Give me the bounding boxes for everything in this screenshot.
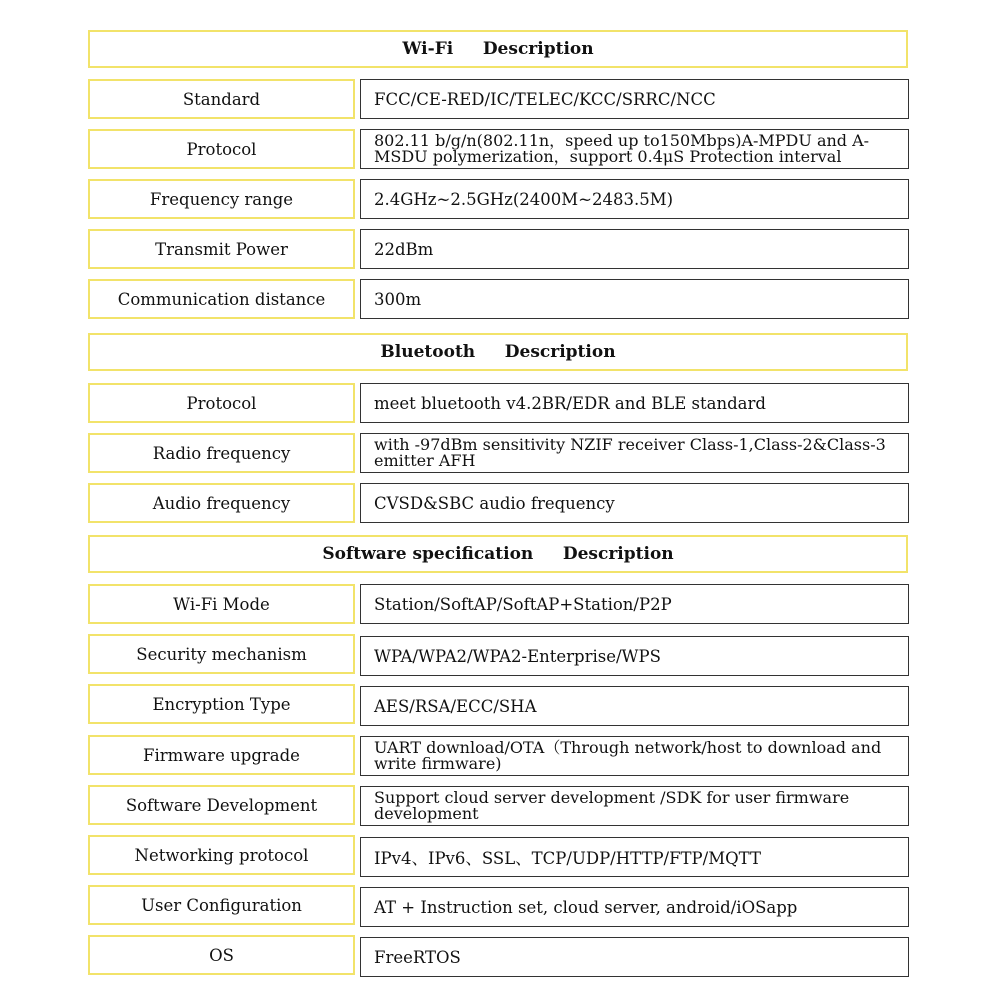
row-label-wifi-mode: Wi-Fi Mode (88, 584, 355, 624)
row-label-firmware-upgrade: Firmware upgrade (88, 735, 355, 775)
section-header-wifi: Wi-Fi Description (88, 30, 908, 68)
section-header-bluetooth: Bluetooth Description (88, 333, 908, 371)
row-label-bt-protocol: Protocol (88, 383, 355, 423)
row-value-software-development: Support cloud server development /SDK for user firmware development (360, 786, 909, 826)
row-label-communication-distance: Communication distance (88, 279, 355, 319)
row-value-os: FreeRTOS (360, 937, 909, 977)
row-label-os: OS (88, 935, 355, 975)
row-label-networking-protocol: Networking protocol (88, 835, 355, 875)
row-label-security-mechanism: Security mechanism (88, 634, 355, 674)
row-value-security-mechanism: WPA/WPA2/WPA2-Enterprise/WPS (360, 636, 909, 676)
row-label-frequency-range: Frequency range (88, 179, 355, 219)
row-value-standard: FCC/CE-RED/IC/TELEC/KCC/SRRC/NCC (360, 79, 909, 119)
row-value-networking-protocol: IPv4、IPv6、SSL、TCP/UDP/HTTP/FTP/MQTT (360, 837, 909, 877)
section-header-software: Software specification Description (88, 535, 908, 573)
row-value-transmit-power: 22dBm (360, 229, 909, 269)
row-value-user-configuration: AT + Instruction set, cloud server, android/iOSapp (360, 887, 909, 927)
row-value-firmware-upgrade: UART download/OTA（Through network/host to download and write firmware) (360, 736, 909, 776)
row-label-standard: Standard (88, 79, 355, 119)
row-label-software-development: Software Development (88, 785, 355, 825)
row-label-wifi-protocol: Protocol (88, 129, 355, 169)
row-value-encryption-type: AES/RSA/ECC/SHA (360, 686, 909, 726)
row-value-frequency-range: 2.4GHz~2.5GHz(2400M~2483.5M) (360, 179, 909, 219)
row-label-user-configuration: User Configuration (88, 885, 355, 925)
row-label-transmit-power: Transmit Power (88, 229, 355, 269)
row-value-bt-protocol: meet bluetooth v4.2BR/EDR and BLE standard (360, 383, 909, 423)
row-value-communication-distance: 300m (360, 279, 909, 319)
row-value-audio-frequency: CVSD&SBC audio frequency (360, 483, 909, 523)
row-value-wifi-mode: Station/SoftAP/SoftAP+Station/P2P (360, 584, 909, 624)
row-label-audio-frequency: Audio frequency (88, 483, 355, 523)
row-value-wifi-protocol: 802.11 b/g/n(802.11n，speed up to150Mbps)A-MPDU and A-MSDU polymerization，support 0.4μS Protection interval (360, 129, 909, 169)
row-label-encryption-type: Encryption Type (88, 684, 355, 724)
row-value-radio-frequency: with -97dBm sensitivity NZIF receiver Class-1,Class-2&Class-3 emitter AFH (360, 433, 909, 473)
row-label-radio-frequency: Radio frequency (88, 433, 355, 473)
